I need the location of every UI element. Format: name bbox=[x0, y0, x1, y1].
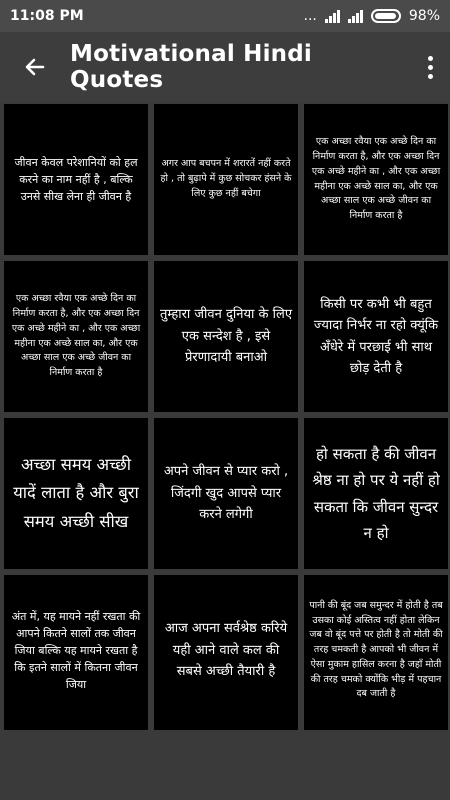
signal-icon bbox=[325, 9, 340, 23]
status-time: 11:08 PM bbox=[10, 8, 84, 24]
quote-card[interactable] bbox=[154, 261, 298, 412]
quote-card-peek bbox=[154, 726, 298, 730]
page-title: Motivational Hindi Quotes bbox=[70, 41, 313, 93]
battery-percent: 98% bbox=[408, 8, 440, 24]
quote-text: अपने जीवन से प्यार करो , जिंदगी खुद आपसे प्यार करने लगेगी bbox=[163, 464, 289, 523]
quote-card[interactable] bbox=[4, 104, 148, 255]
signal-icon-2 bbox=[348, 9, 363, 23]
quotes-grid bbox=[4, 104, 448, 726]
quote-card[interactable] bbox=[4, 575, 148, 726]
arrow-left-icon bbox=[23, 55, 47, 79]
quote-text: आज अपना सर्वश्रेष्ठ करिये यही आने वाले कल की सबसे अच्छी तैयारी है bbox=[164, 621, 288, 680]
quote-text: अंत में, यह मायने नहीं रखता की आपने कितने सालों तक जीवन जिया बल्कि यह मायने रखता है कि इतने सालों में कितना जीवन जिया bbox=[11, 609, 141, 692]
quote-text: अगर आप बचपन में शरारतें नहीं करते हो , तो बुढ़ापे में कुछ सोचकर हंसने के लिए कुछ नहीं बचेगा bbox=[160, 158, 292, 199]
quote-text: जीवन केवल परेशानियों को हल करने का नाम नहीं है , बल्कि उनसे सीख लेना ही जीवन है bbox=[14, 155, 138, 204]
quote-text: किसी पर कभी भी बहुत ज्यादा निर्भर ना रहो क्यूंकि अँधेरे में परछाई भी साथ छोड़ देती है bbox=[313, 296, 439, 376]
quote-card-peek bbox=[4, 726, 148, 730]
back-button[interactable] bbox=[0, 32, 70, 102]
quote-text: एक अच्छा रवैया एक अच्छे दिन का निर्माण करता है, और एक अच्छा दिन एक अच्छे महीने का , और एक अच्छा महीना एक अच्छे साल का, और एक अच्छा साल एक अच्छे जीवन का निर्माण करता है bbox=[11, 293, 141, 378]
quote-card[interactable] bbox=[304, 104, 448, 255]
app-bar bbox=[0, 32, 450, 102]
next-row-peek bbox=[4, 726, 448, 730]
quote-card[interactable] bbox=[154, 575, 298, 726]
notification-dots: ... bbox=[303, 8, 317, 24]
quote-text: हो सकता है की जीवन श्रेष्ठ ना हो पर ये नहीं हो सकता कि जीवन सुन्दर न हो bbox=[312, 445, 440, 542]
quote-card[interactable] bbox=[4, 418, 148, 569]
status-icons bbox=[304, 8, 440, 24]
quote-card[interactable] bbox=[154, 104, 298, 255]
quote-text: अच्छा समय अच्छी यादें लाता है और बुरा समय अच्छी सीख bbox=[13, 455, 139, 531]
quote-card-peek bbox=[304, 726, 448, 730]
status-bar bbox=[0, 0, 450, 32]
quote-text: तुम्हारा जीवन दुनिया के लिए एक सन्देश है , इसे प्रेरणादायी बनाओ bbox=[159, 307, 293, 366]
quote-card[interactable] bbox=[304, 418, 448, 569]
quote-card[interactable] bbox=[154, 418, 298, 569]
quote-card[interactable] bbox=[4, 261, 148, 412]
quote-text: पानी की बूंद जब समुन्दर में होती है तब उसका कोई अस्तित्व नहीं होता लेकिन जब वो बूंद पत्ते पर होती है तो मोती की तरह चमकती है आपको भी जीवन में ऐसा मुकाम हासिल करना है जहाँ मोती की तरह चमको क्योंकि भीड़ में पहचान दब जाती है bbox=[309, 599, 443, 700]
more-options-button[interactable] bbox=[410, 32, 450, 102]
quote-text: एक अच्छा रवैया एक अच्छे दिन का निर्माण करता है, और एक अच्छा दिन एक अच्छे महीने का , और एक अच्छा महीना एक अच्छे साल का, और एक अच्छा साल एक अच्छे जीवन का निर्माण करता है bbox=[311, 136, 441, 221]
battery-icon bbox=[371, 9, 401, 23]
quote-card[interactable] bbox=[304, 261, 448, 412]
quote-card[interactable] bbox=[304, 575, 448, 726]
more-vert-icon bbox=[428, 56, 433, 79]
